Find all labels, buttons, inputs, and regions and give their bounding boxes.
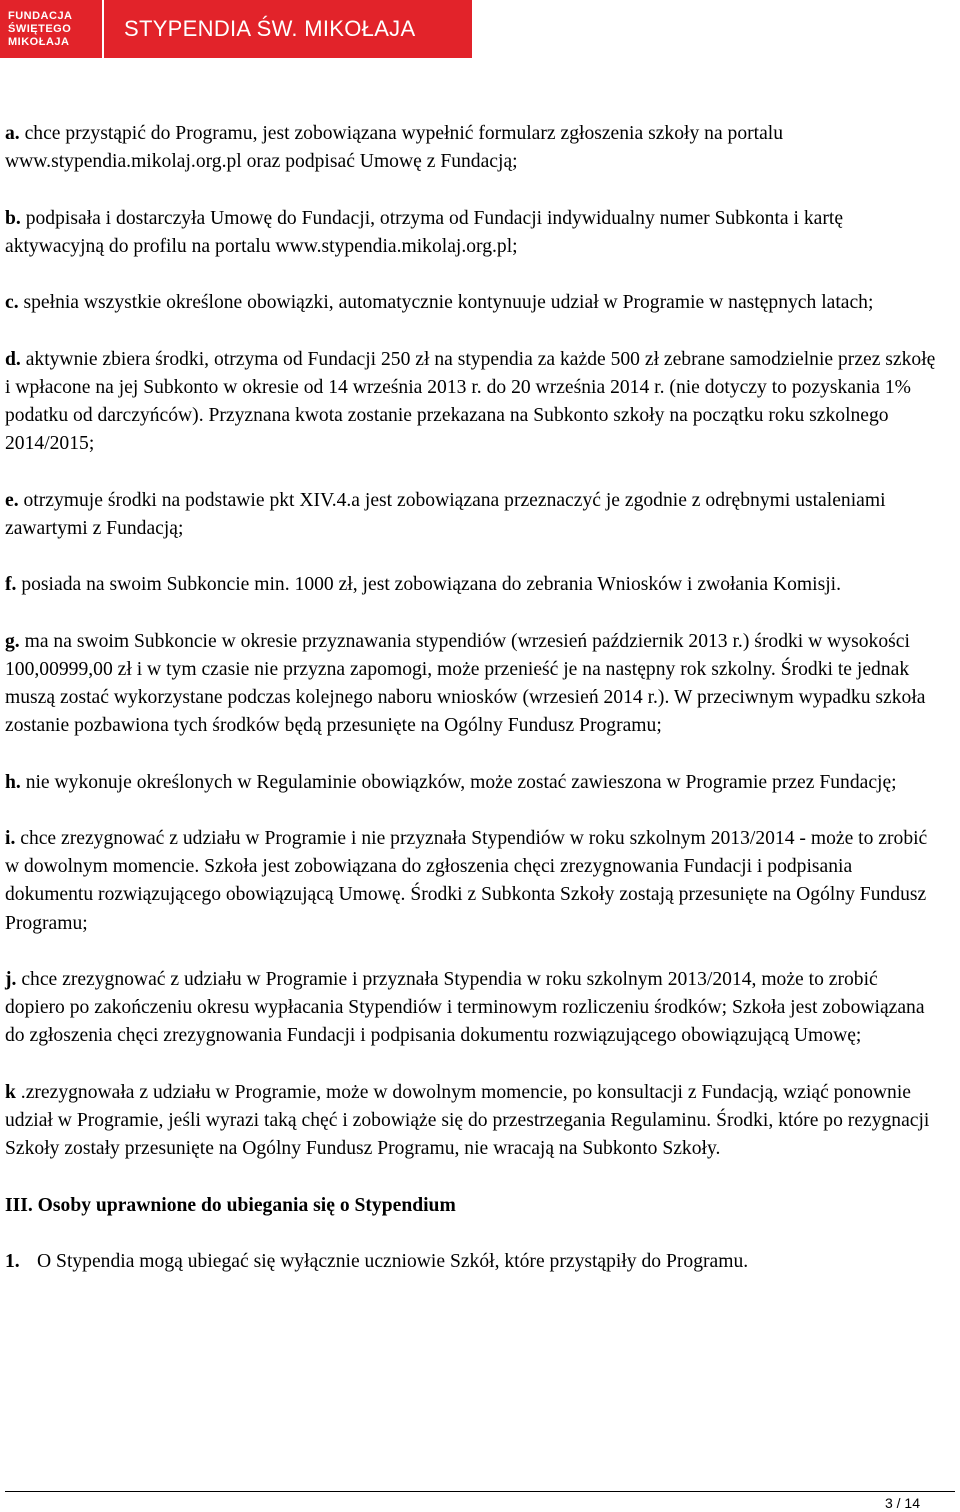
list-item-i [5, 825, 940, 938]
item-letter: e. [5, 489, 19, 511]
numbered-point [5, 1248, 940, 1276]
item-text: otrzymuje środki na podstawie pkt XIV.4.a jest zobowiązana przeznaczyć je zgodnie z odrębnymi ustaleniami zawartymi z Fundacją; [5, 489, 886, 539]
list-item-c [5, 289, 940, 317]
item-letter: i. [5, 827, 16, 849]
item-text: spełnia wszystkie określone obowiązki, automatycznie kontynuuje udział w Programie w następnych latach; [18, 292, 874, 314]
item-letter: d. [5, 348, 21, 370]
item-text: chce zrezygnować z udziału w Programie i nie przyznała Stypendiów w roku szkolnym 2013/2014 - może to zrobić w dowolnym momencie. Szkoła jest zobowiązana do zgłoszenia chęci zrezygnowania Fundacji i podpisania dokumentu rozwiązującego obowiązującą Umowę. Środki z Subkonta Szkoły zostają przesunięte na Ogólny Fundusz Programu; [5, 827, 928, 934]
list-item-f [5, 571, 940, 599]
logo-line-3: MIKOŁAJA [8, 35, 70, 48]
list-item-e [5, 487, 940, 543]
item-text: podpisała i dostarczyła Umowę do Fundacji, otrzyma od Fundacji indywidualny numer Subkonta i kartę aktywacyjną do profilu na portalu www.stypendia.mikolaj.org.pl; [5, 207, 844, 257]
list-item-b [5, 205, 940, 261]
section-heading: III. Osoby uprawnione do ubiegania się o Stypendium [5, 1194, 456, 1216]
point-number: 1. [5, 1250, 20, 1272]
logo-line-2: ŚWIĘTEGO [8, 22, 72, 35]
item-text: chce zrezygnować z udziału w Programie i przyznała Stypendia w roku szkolnym 2013/2014, może to zrobić dopiero po zakończeniu okresu wypłacania Stypendiów i terminowym rozliczeniu środków; Szkoła jest zobowiązana do zgłoszenia chęci zrezygnowania Fundacji i podpisania dokumentu rozwiązującego obowiązującą Umowę; [5, 968, 925, 1047]
item-text: posiada na swoim Subkoncie min. 1000 zł, jest zobowiązana do zebrania Wniosków i zwołania Komisji. [16, 574, 842, 596]
item-text: aktywnie zbiera środki, otrzyma od Fundacji 250 zł na stypendia za każde 500 zł zebrane samodzielnie przez szkołę i wpłacone na jej Subkonto w okresie od 14 września 2013 r. do 20 września 2014 r. (nie dotyczy to pozyskania 1% podatku od darczyńców). Przyznana kwota zostanie przekazana na Subkonto szkoły na początku roku szkolnego 2014/2015; [5, 348, 936, 455]
list-item-a [5, 120, 940, 176]
list-item-j [5, 966, 940, 1051]
footer-divider [5, 1491, 955, 1492]
header-title: STYPENDIA ŚW. MIKOŁAJA [124, 16, 416, 41]
page-number: 3 / 14 [884, 1495, 920, 1511]
item-text: nie wykonuje określonych w Regulaminie obowiązków, może zostać zawieszona w Programie przez Fundację; [20, 771, 897, 793]
list-item-k [5, 1079, 940, 1164]
list-item-d [5, 346, 940, 459]
item-text: chce przystąpić do Programu, jest zobowiązana wypełnić formularz zgłoszenia szkoły na portalu www.stypendia.mikolaj.org.pl oraz podpisać Umowę z Fundacją; [5, 123, 784, 173]
list-item-h [5, 769, 940, 797]
item-text: .zrezygnowała z udziału w Programie, może w dowolnym momencie, po konsultacji z Fundacją, wziąć ponownie udział w Programie, jeśli wyrazi taką chęć i zobowiąże się do przestrzegania Regulaminu. Środki, które po rezygnacji Szkoły zostały przesunięte na Ogólny Fundusz Programu, nie wracają na Subkonto Szkoły. [5, 1081, 930, 1160]
foundation-logo [0, 0, 104, 58]
item-letter: g. [5, 630, 20, 652]
item-letter: h. [5, 771, 21, 793]
item-text: ma na swoim Subkoncie w okresie przyznawania stypendiów (wrzesień październik 2013 r.) środki w wysokości 100,00999,00 zł i w tym czasie nie przyzna zapomogi, może przenieść je na następny rok szkolny. Środki te jednak muszą zostać wykorzystane podczas kolejnego naboru wniosków (wrzesień 2014 r.). W przeciwnym wypadku szkoła zostanie pozbawiona tych środków będą przesunięte na Ogólny Fundusz Programu; [5, 630, 926, 737]
document-body [5, 120, 940, 1276]
item-letter: b. [5, 207, 21, 229]
item-letter: f. [5, 574, 17, 596]
item-letter: k [5, 1081, 16, 1103]
logo-line-1: FUNDACJA [8, 9, 73, 22]
item-letter: a. [5, 123, 20, 144]
item-letter: j. [5, 968, 17, 990]
point-text: O Stypendia mogą ubiegać się wyłącznie uczniowie Szkół, które przystąpiły do Programu. [37, 1250, 749, 1272]
item-letter: c. [5, 292, 19, 314]
list-item-g [5, 628, 940, 741]
header-banner [0, 0, 472, 58]
